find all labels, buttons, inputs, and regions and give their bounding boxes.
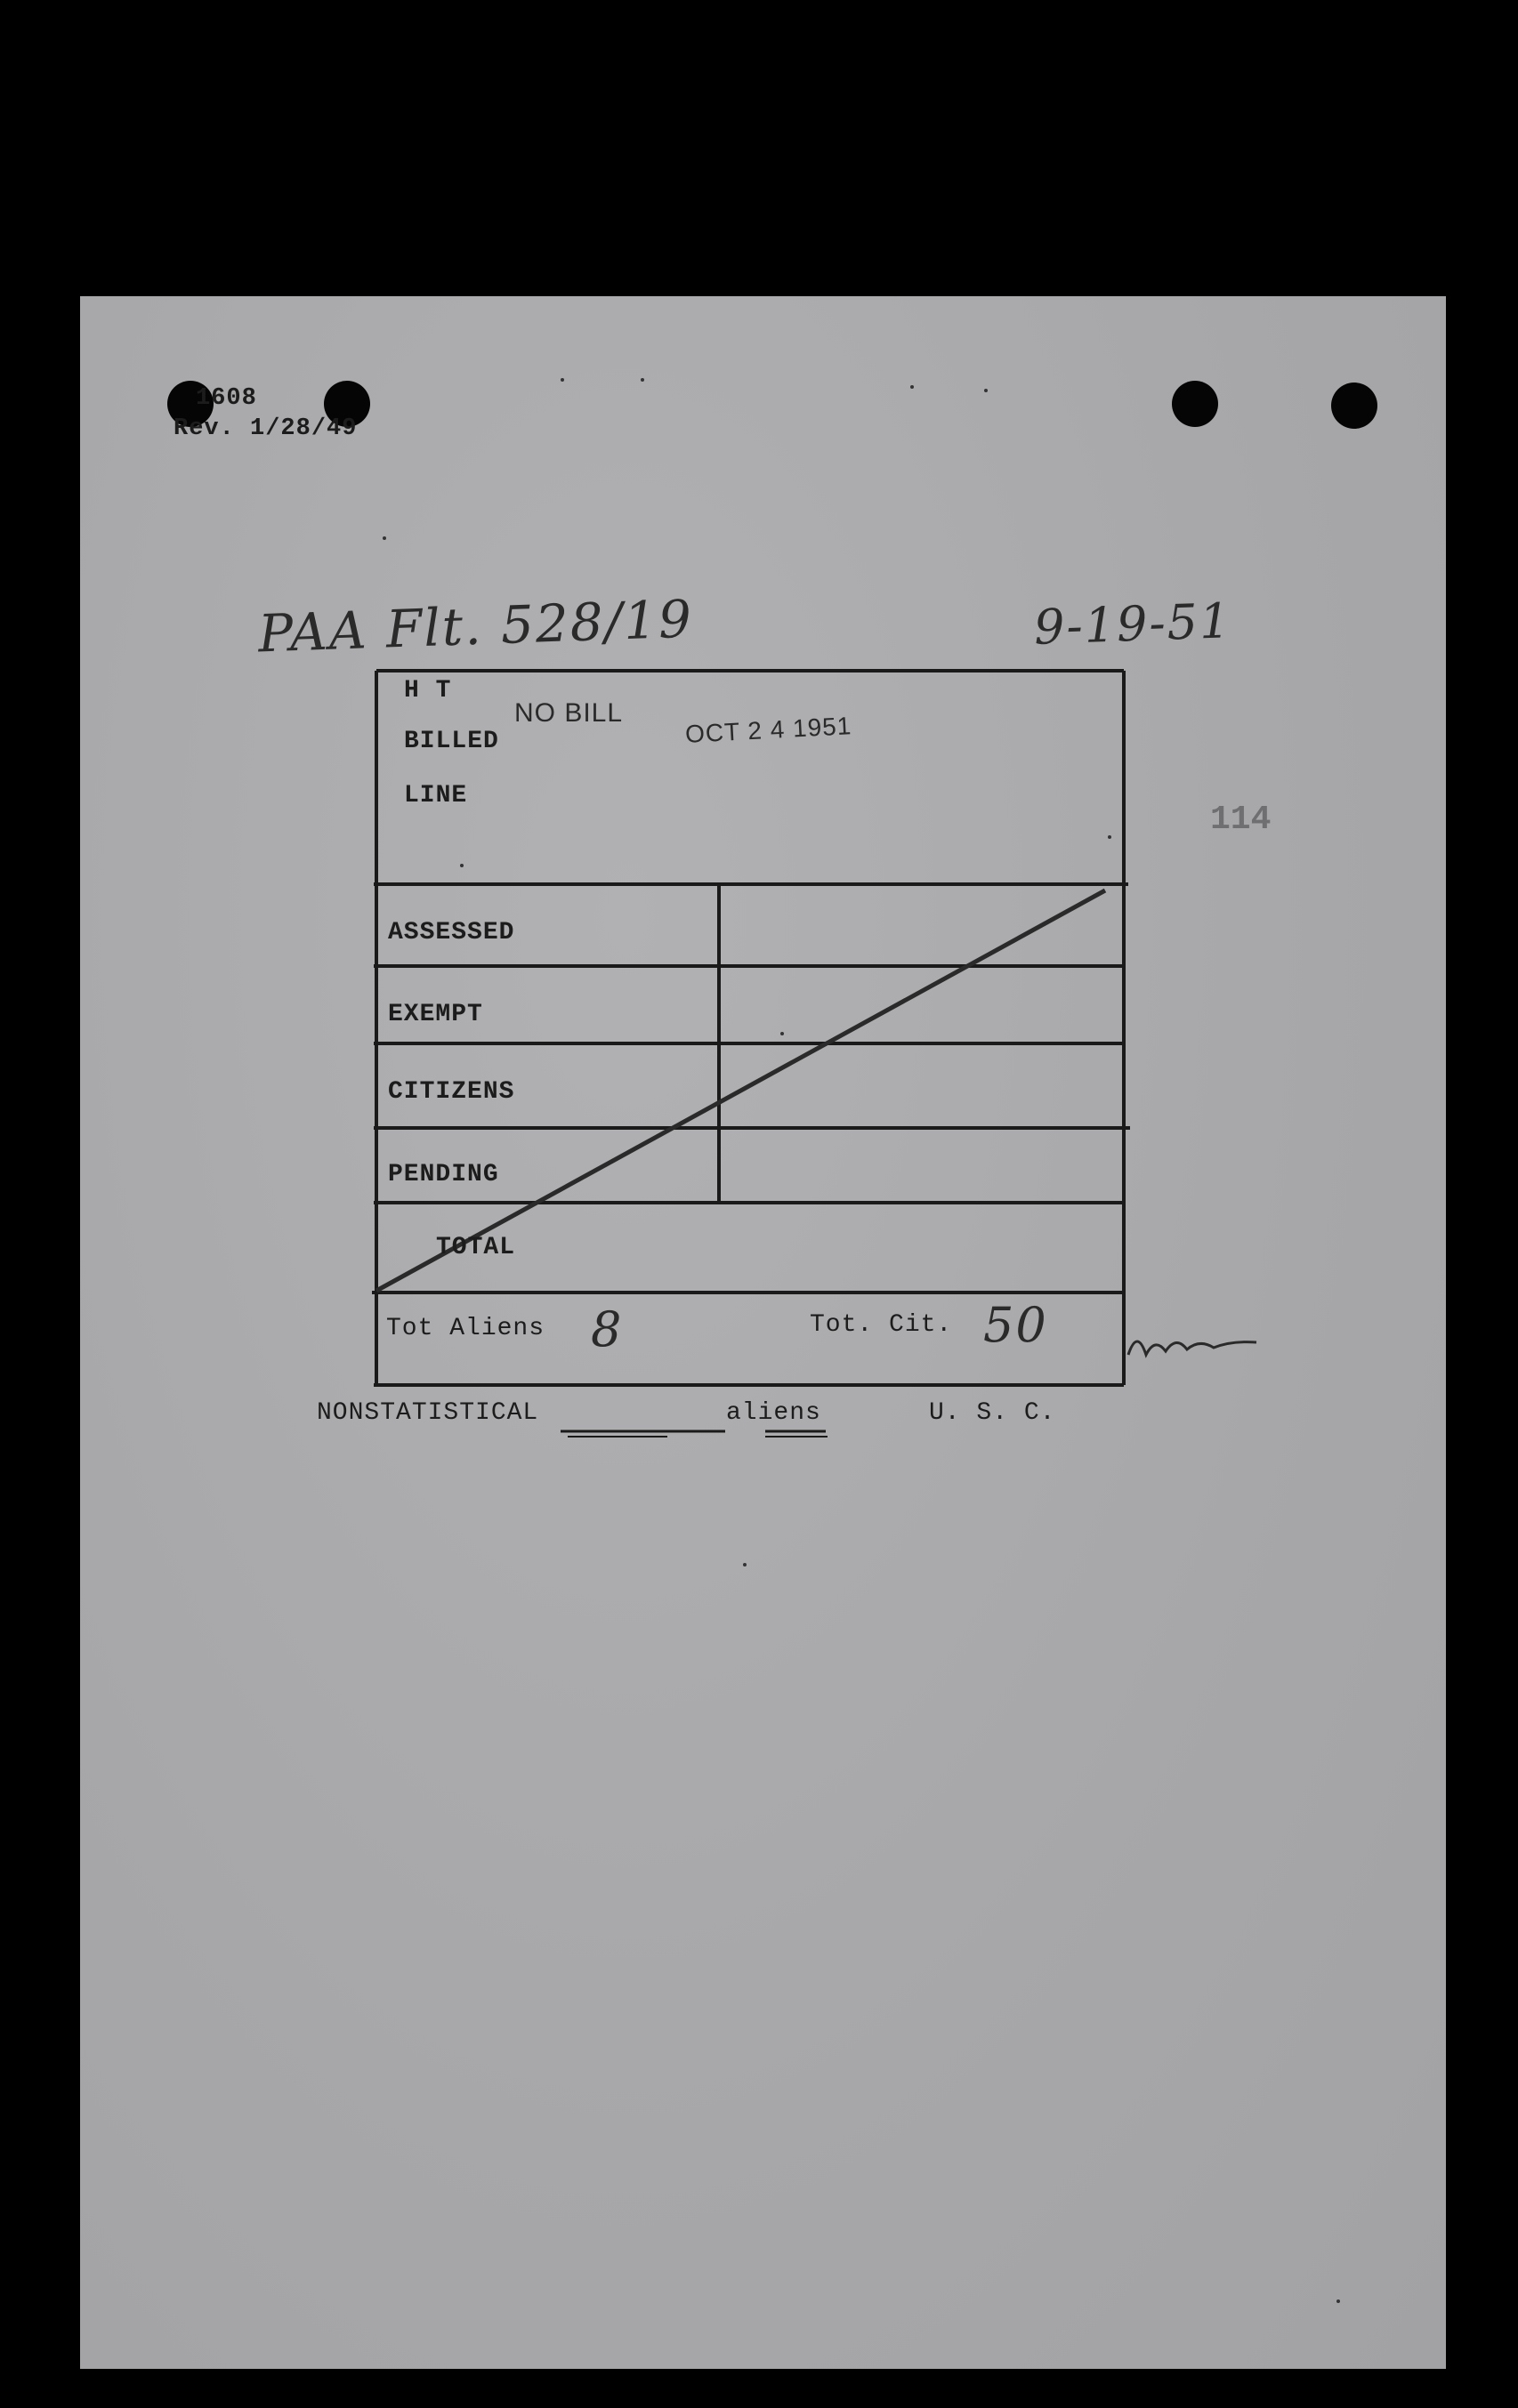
no-bill-stamp: NO BILL	[514, 698, 624, 728]
initials-handwritten	[1130, 1328, 1191, 1359]
row-exempt: EXEMPT	[388, 1001, 483, 1028]
speck	[780, 1032, 784, 1035]
speck	[641, 378, 644, 382]
speck	[1336, 2299, 1340, 2303]
header-billed: BILLED	[404, 728, 499, 755]
form-revision: Rev. 1/28/49	[174, 415, 358, 442]
date-stamp: OCT 2 4 1951	[684, 712, 853, 748]
row-total: TOTAL	[436, 1234, 516, 1261]
page-number-stamp: 114	[1210, 801, 1272, 839]
header-line: LINE	[404, 782, 468, 809]
speck	[910, 385, 914, 389]
row-assessed: ASSESSED	[388, 919, 515, 946]
speck	[984, 389, 988, 392]
row-citizens: CITIZENS	[388, 1078, 515, 1106]
tot-cit-label: Tot. Cit.	[810, 1311, 953, 1339]
form-grid	[80, 296, 1446, 2369]
header-ht: H T	[404, 677, 452, 705]
usc-label: U. S. C.	[929, 1399, 1056, 1427]
speck	[383, 536, 386, 540]
tot-cit-value: 50	[983, 1297, 1048, 1353]
tot-aliens-value: 8	[591, 1301, 624, 1357]
document-page	[80, 296, 1446, 2369]
form-number: 1608	[196, 385, 257, 412]
nonstatistical-label: NONSTATISTICAL	[317, 1399, 539, 1427]
aliens-label: aliens	[726, 1399, 821, 1427]
speck	[743, 1563, 747, 1566]
tot-aliens-label: Tot Aliens	[386, 1315, 545, 1342]
speck	[1108, 835, 1111, 839]
date-handwritten: 9-19-51	[1032, 592, 1233, 656]
flight-handwritten: PAA Flt. 528/19	[256, 588, 694, 664]
speck	[561, 378, 564, 382]
speck	[460, 864, 464, 867]
row-pending: PENDING	[388, 1161, 499, 1188]
